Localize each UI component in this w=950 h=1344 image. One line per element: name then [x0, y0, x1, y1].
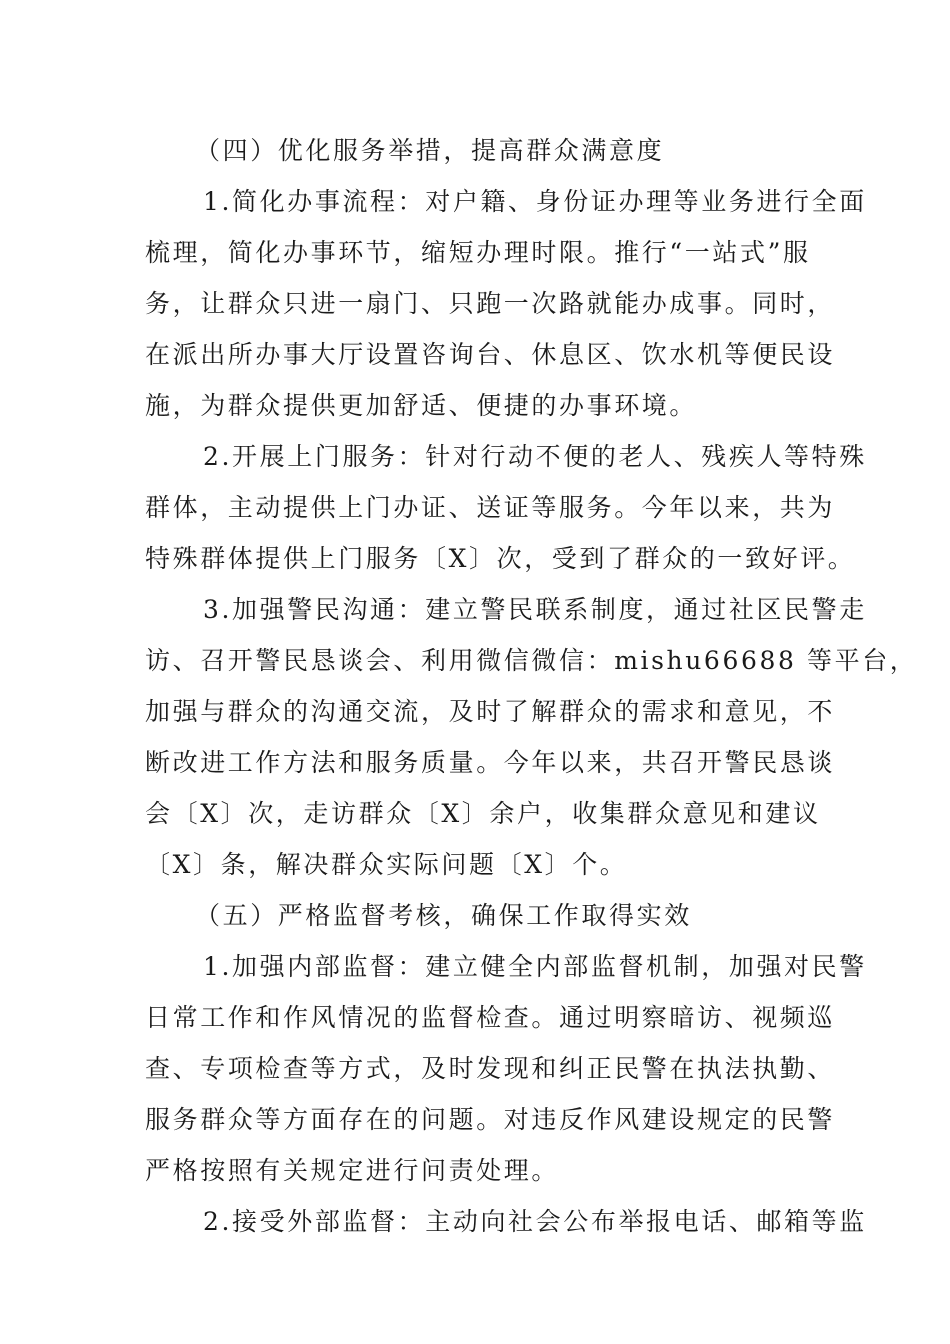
paragraph-line: 在派出所办事大厅设置咨询台、休息区、饮水机等便民设: [145, 340, 836, 369]
paragraph-line: 加强与群众的沟通交流，及时了解群众的需求和意见，不: [145, 697, 836, 726]
section-heading-4: （四）优化服务举措，提高群众满意度: [195, 136, 665, 165]
paragraph-line: 服务群众等方面存在的问题。对违反作风建设规定的民警: [145, 1105, 836, 1134]
paragraph-line: 3.加强警民沟通：建立警民联系制度，通过社区民警走: [203, 595, 867, 624]
paragraph-line: 会〔X〕次，走访群众〔X〕余户，收集群众意见和建议: [145, 799, 821, 828]
paragraph-line: 2.接受外部监督：主动向社会公布举报电话、邮箱等监: [203, 1207, 867, 1236]
section-heading-5: （五）严格监督考核，确保工作取得实效: [195, 901, 692, 930]
paragraph-line: 2.开展上门服务：针对行动不便的老人、残疾人等特殊: [203, 442, 867, 471]
paragraph-line: 1.简化办事流程：对户籍、身份证办理等业务进行全面: [203, 187, 867, 216]
paragraph-line: 施，为群众提供更加舒适、便捷的办事环境。: [145, 391, 698, 420]
document-body: [145, 125, 918, 1247]
paragraph-line: 访、召开警民恳谈会、利用微信微信：mishu66688 等平台，: [145, 646, 918, 675]
paragraph-line: 日常工作和作风情况的监督检查。通过明察暗访、视频巡: [145, 1003, 836, 1032]
paragraph-line: 务，让群众只进一扇门、只跑一次路就能办成事。同时，: [145, 289, 836, 318]
paragraph-line: 严格按照有关规定进行问责处理。: [145, 1156, 560, 1185]
paragraph-line: 群体，主动提供上门办证、送证等服务。今年以来，共为: [145, 493, 836, 522]
paragraph-line: 特殊群体提供上门服务〔X〕次，受到了群众的一致好评。: [145, 544, 856, 573]
paragraph-line: 梳理，简化办事环节，缩短办理时限。推行“一站式”服: [145, 238, 811, 267]
paragraph-line: 断改进工作方法和服务质量。今年以来，共召开警民恳谈: [145, 748, 836, 777]
paragraph-line: 1.加强内部监督：建立健全内部监督机制，加强对民警: [203, 952, 867, 981]
paragraph-line: 〔X〕条，解决群众实际问题〔X〕个。: [145, 850, 628, 879]
paragraph-line: 查、专项检查等方式，及时发现和纠正民警在执法执勤、: [145, 1054, 836, 1083]
